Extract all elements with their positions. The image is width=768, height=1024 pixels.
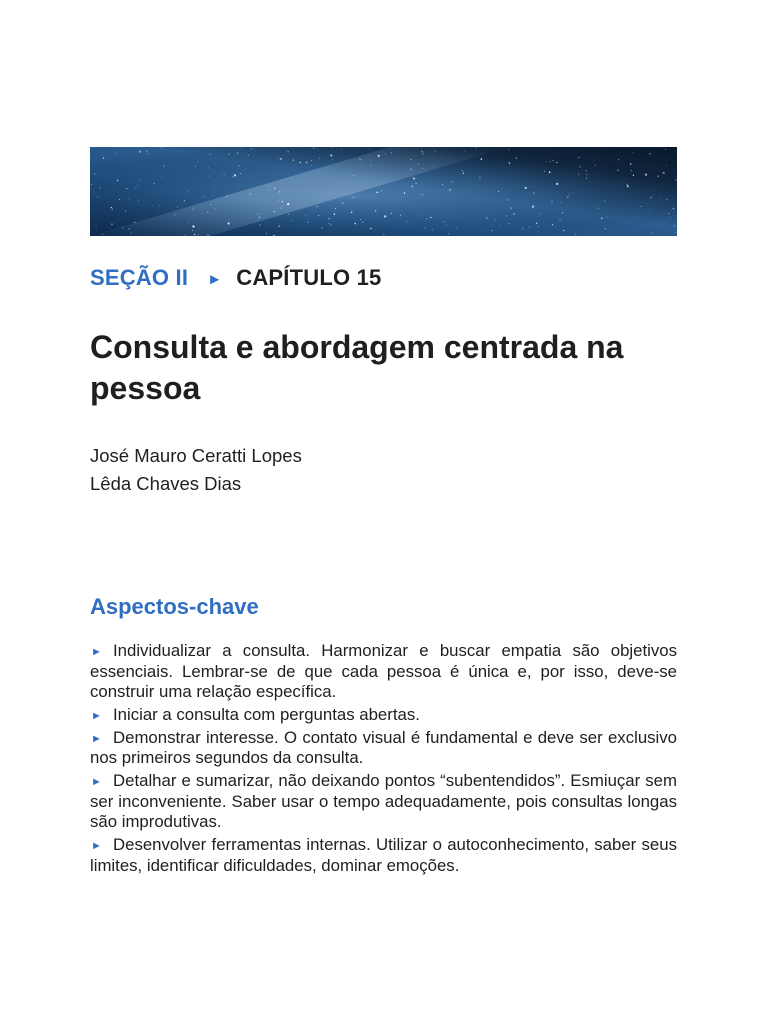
key-points-heading: Aspectos-chave [90, 594, 259, 619]
list-item-text: Individualizar a consulta. Harmonizar e buscar empatia são objetivos essenciais. Lembrar-se de que cada pessoa é única e, por isso, deve-se construir uma relação específica. [90, 641, 677, 701]
bullet-arrow-icon: ► [91, 776, 102, 789]
section-label: SEÇÃO II [90, 265, 189, 290]
list-item-text: Iniciar a consulta com perguntas abertas. [113, 704, 420, 724]
list-item [86, 835, 677, 876]
chapter-label: CAPÍTULO 15 [236, 265, 382, 290]
list-item [86, 705, 677, 726]
key-points-list [90, 641, 677, 876]
list-item [86, 728, 677, 769]
bullet-arrow-icon: ► [91, 709, 102, 722]
starry-sky-banner [90, 147, 677, 236]
list-item-text: Desenvolver ferramentas internas. Utilizar o autoconhecimento, saber seus limites, identificar dificuldades, dominar emoções. [90, 835, 677, 875]
authors-block [90, 442, 677, 498]
list-item [86, 771, 677, 833]
list-item-text: Detalhar e sumarizar, não deixando pontos “subentendidos”. Esmiuçar sem ser inconveniente. Saber usar o tempo adequadamente, pois consultas longas são improdutivas. [90, 771, 677, 832]
author-name: José Mauro Ceratti Lopes [90, 445, 302, 466]
arrow-right-icon: ► [207, 270, 223, 288]
section-chapter-line [90, 263, 677, 293]
author-name: Lêda Chaves Dias [90, 473, 242, 494]
bullet-arrow-icon: ► [91, 840, 102, 853]
bullet-arrow-icon: ► [91, 732, 102, 745]
banner-image [90, 147, 677, 236]
chapter-title: Consulta e abordagem centrada na pessoa [90, 329, 624, 406]
list-item [86, 641, 677, 703]
bullet-arrow-icon: ► [91, 646, 102, 658]
chapter-opening-page [90, 147, 677, 878]
list-item-text: Demonstrar interesse. O contato visual é fundamental e deve ser exclusivo nos primeiros segundos da consulta. [90, 727, 677, 768]
